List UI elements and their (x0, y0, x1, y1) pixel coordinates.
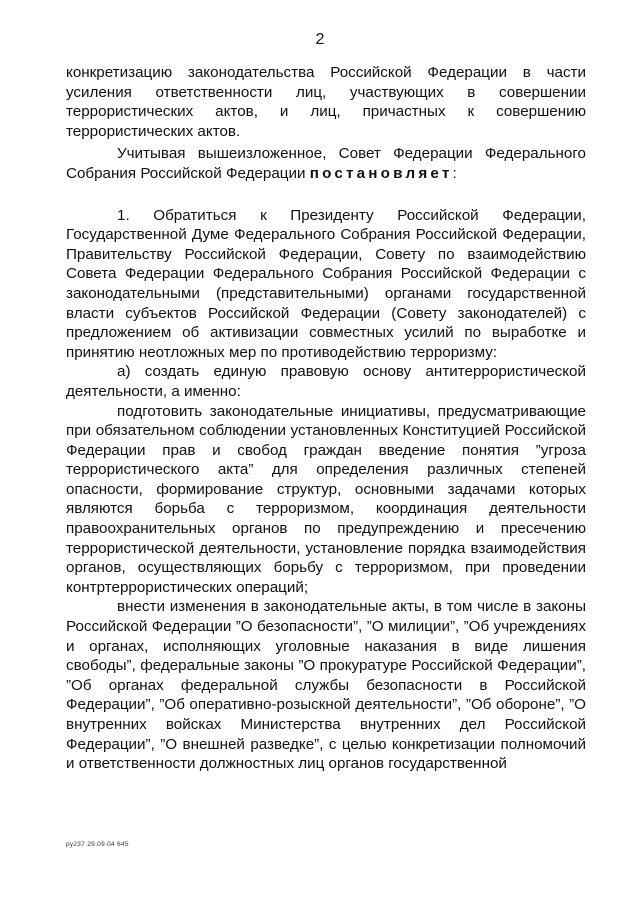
preamble-colon: : (452, 164, 457, 182)
document-body (66, 63, 586, 774)
footer-document-code: ру237 29.09.04 645 (66, 841, 129, 848)
paragraph-prepare-initiatives: подготовить законодательные инициативы, предусматривающие при обязательном соблюдении установленных Конституцией Российской Федерации прав и свобод граждан введение понятия ”угроза террористического акта” для определения различных степеней опасности, формирование структур, основными задачами которых являются борьба с терроризмом, координация деятельности правоохранительных органов по предупреждению и пресечению террористической деятельности, установление порядка взаимодействия органов, осуществляющих борьбу с терроризмом, при проведении контртеррористических операций; (66, 402, 586, 596)
resolution-word: постановляет (309, 164, 453, 182)
paragraph-preamble (66, 144, 586, 183)
paragraph-item-1: 1. Обратиться к Президенту Российской Федерации, Государственной Думе Федерального Собрания Российской Федерации, Правительству Российской Федерации, Совету по взаимодействию Совета Федерации Федерального Собрания Российской Федерации с законодательными (представительными) органами государственной власти субъектов Российской Федерации (Совету законодателей) с предложением об активизации совместных усилий по выработке и принятию неотложных мер по противодействию терроризму: (66, 206, 586, 361)
paragraph-continuation: конкретизацию законодательства Российской Федерации в части усиления ответственности лиц, участвующих в совершении террористических актов, и лиц, причастных к совершению террористических актов. (66, 64, 586, 140)
preamble-text: Учитывая вышеизложенное, Совет Федерации Федерального Собрания Российской Федерации (66, 145, 586, 182)
page-number: 2 (315, 31, 325, 48)
paragraph-subitem-a: а) создать единую правовую основу антитеррористической деятельности, а именно: (66, 363, 586, 400)
paragraph-amend-acts: внести изменения в законодательные акты, в том числе в законы Российской Федерации ”О безопасности”, ”О милиции”, ”Об учреждениях и органах, исполняющих уголовные наказания в виде лишения свободы”, федеральные законы ”О прокуратуре Российской Федерации”, ”Об органах федеральной службы безопасности в Российской Федерации”, ”Об оперативно-розыскной деятельности”, ”Об обороне”, ”О внутренних войсках Министерства внутренних дел Российской Федерации”, ”О внешней разведке”, с целью конкретизации полномочий и ответственности должностных лиц органов государственной (66, 598, 586, 773)
